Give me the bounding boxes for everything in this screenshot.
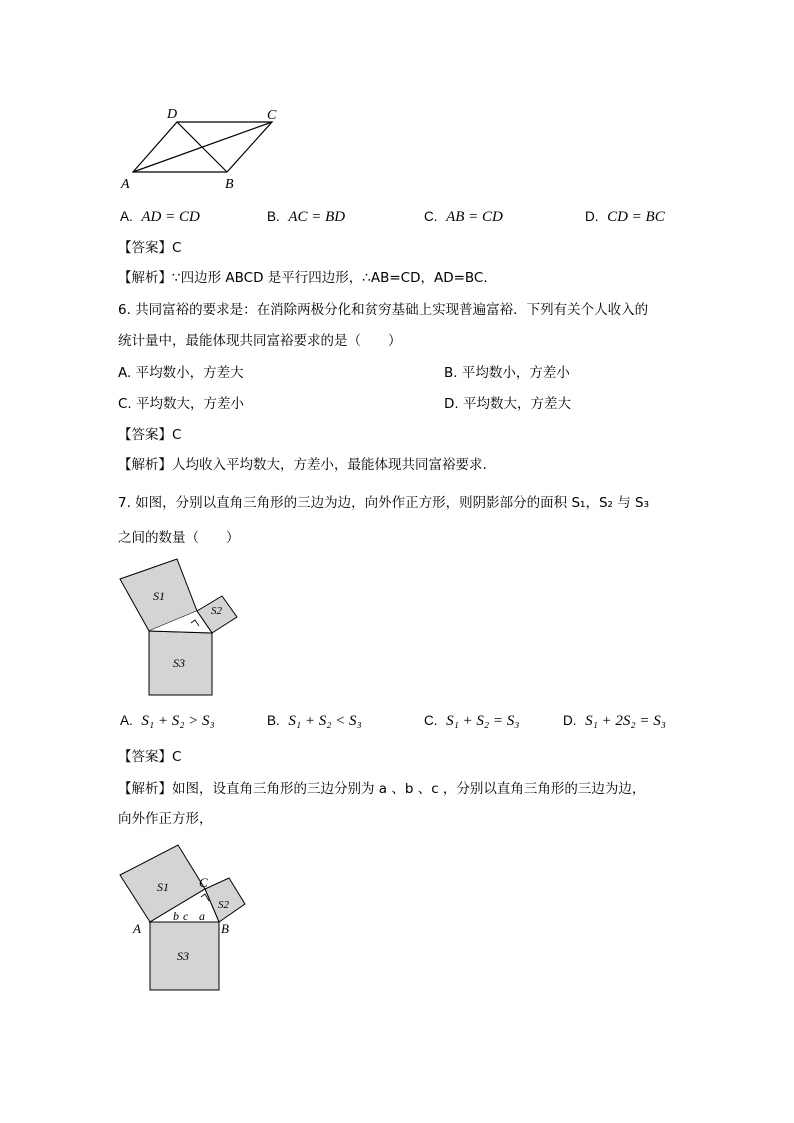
label-S2: S2	[218, 899, 229, 911]
label-a: a	[199, 909, 205, 923]
label-S3: S3	[177, 949, 189, 963]
q6-stem-line2: 统计量中，最能体现共同富裕要求的是（ ）	[118, 333, 402, 349]
parallelogram-figure	[115, 100, 295, 195]
q7-stem-line2: 之间的数量（ ）	[118, 530, 240, 546]
q7-option-c: C. S₁ + S₂ = S₃	[424, 713, 520, 729]
q5-option-d: D. CD = BC	[585, 209, 665, 225]
q6-stem-line1: 6. 共同富裕的要求是：在消除两极分化和贫穷基础上实现普遍富裕．下列有关个人收入的	[118, 302, 649, 318]
label-S3: S3	[173, 656, 185, 670]
q7-option-a: A. S₁ + S₂ > S₃	[120, 713, 215, 729]
q6-option-d: D. 平均数大，方差大	[444, 396, 571, 412]
labeled-squares-figure	[115, 840, 255, 995]
squares-figure	[115, 555, 250, 700]
label-D: D	[167, 107, 178, 122]
q7-analysis-line2: 向外作正方形，	[118, 811, 213, 827]
q7-stem-line1: 7. 如图，分别以直角三角形的三边为边，向外作正方形，则阴影部分的面积 S₁，S₂ 与 S₃	[118, 495, 649, 511]
label-A: A	[121, 177, 130, 192]
q6-analysis: 【解析】人均收入平均数大，方差小，最能体现共同富裕要求.	[118, 457, 487, 473]
q7-answer: 【答案】C	[118, 749, 182, 765]
q5-answer: 【答案】C	[118, 240, 182, 256]
label-C: C	[199, 875, 208, 890]
q6-answer: 【答案】C	[118, 427, 182, 443]
label-B: B	[221, 921, 229, 936]
q6-option-a: A. 平均数小，方差大	[118, 365, 244, 381]
q6-option-c: C. 平均数大，方差小	[118, 396, 245, 412]
label-A: A	[133, 921, 141, 936]
q7-analysis-line1: 【解析】如图，设直角三角形的三边分别为 a 、b 、c ，分别以直角三角形的三边为边，	[118, 781, 646, 797]
q6-option-b: B. 平均数小，方差小	[444, 365, 570, 381]
q7-option-d: D. S₁ + 2S₂ = S₃	[563, 713, 666, 729]
q5-option-c: C. AB = CD	[424, 209, 503, 225]
q7-option-b: B. S₁ + S₂ < S₃	[267, 713, 362, 729]
label-B: B	[225, 177, 234, 192]
q5-option-b: B. AC = BD	[267, 209, 346, 225]
label-c: c	[183, 909, 189, 923]
q5-option-a: A. AD = CD	[120, 209, 200, 225]
label-S1: S1	[153, 589, 165, 603]
label-C: C	[267, 108, 277, 123]
label-b: b	[173, 909, 179, 923]
label-S1: S1	[157, 880, 169, 894]
label-S2: S2	[211, 605, 222, 617]
q5-analysis: 【解析】∵四边形 ABCD 是平行四边形，∴AB=CD，AD=BC.	[118, 270, 488, 286]
